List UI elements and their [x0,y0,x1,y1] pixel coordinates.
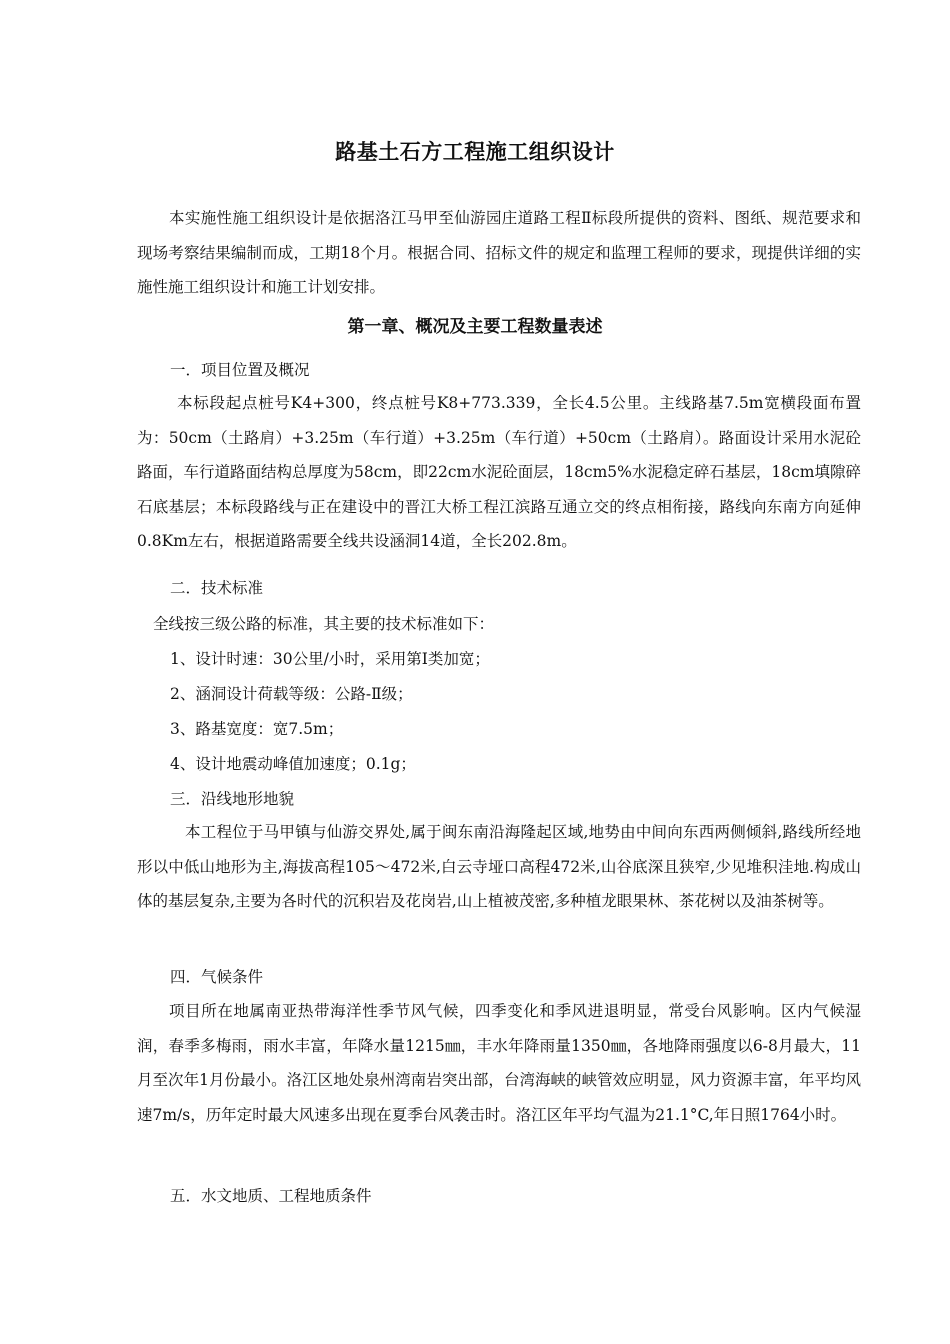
standards-intro: 全线按三级公路的标准，其主要的技术标准如下： [153,615,495,633]
section-heading-location: 一．项目位置及概况 [170,361,310,379]
section-body-terrain: 本工程位于马甲镇与仙游交界处,属于闽东南沿海隆起区域,地势由中间向东西两侧倾斜,路线所经地形以中低山地形为主,海拔高程105～472米,白云寺垭口高程472米,山谷底深且狭窄,少见堆积洼地.构成山体的基层复杂,主要为各时代的沉积岩及花岗岩,山上植被茂密,多种植龙眼果林、茶花树以及油茶树等。 [137,823,861,910]
section-body-location: 本标段起点桩号K4+300，终点桩号K8+773.339，全长4.5公里。主线路基7.5m宽横段面布置为：50cm（土路肩）+3.25m（车行道）+3.25m（车行道）+50cm（土路肩）。路面设计采用水泥砼路面，车行道路面结构总厚度为58cm，即22cm水泥砼面层，18cm5%水泥稳定碎石基层，18cm填隙碎石底基层；本标段路线与正在建设中的晋江大桥工程江滨路互通立交的终点相衔接，路线向东南方向延伸0.8Km左右，根据道路需要全线共设涵洞14道，全长202.8m。 [137,394,861,550]
section-body-climate: 项目所在地属南亚热带海洋性季节风气候，四季变化和季风进退明显，常受台风影响。区内气候湿润，春季多梅雨，雨水丰富，年降水量1215㎜，丰水年降雨量1350㎜，各地降雨强度以6-8月最大，11月至次年1月份最小。洛江区地处泉州湾南岩突出部，台湾海峡的峡管效应明显，风力资源丰富，年平均风速7m/s，历年定时最大风速多出现在夏季台风袭击时。洛江区年平均气温为21.1°C,年日照1764小时。 [137,1002,861,1124]
section-heading-geology: 五．水文地质、工程地质条件 [170,1187,372,1205]
standards-item: 4、设计地震动峰值加速度；0.1g； [170,755,416,773]
standards-item: 3、路基宽度：宽7.5m； [170,720,344,738]
section-heading-terrain: 三．沿线地形地貌 [170,790,295,808]
document-title: 路基土石方工程施工组织设计 [335,139,615,164]
chapter-heading: 第一章、概况及主要工程数量表述 [347,317,603,337]
section-heading-standards: 二．技术标准 [170,579,264,597]
standards-item: 1、设计时速：30公里/小时，采用第Ⅰ类加宽； [170,650,490,668]
section-heading-climate: 四．气候条件 [170,968,264,986]
standards-item: 2、涵洞设计荷载等级：公路-Ⅱ级； [170,685,413,703]
intro-paragraph: 本实施性施工组织设计是依据洛江马甲至仙游园庄道路工程Ⅱ标段所提供的资料、图纸、规范要求和现场考察结果编制而成，工期18个月。根据合同、招标文件的规定和监理工程师的要求，现提供详细的实施性施工组织设计和施工计划安排。 [137,209,861,296]
